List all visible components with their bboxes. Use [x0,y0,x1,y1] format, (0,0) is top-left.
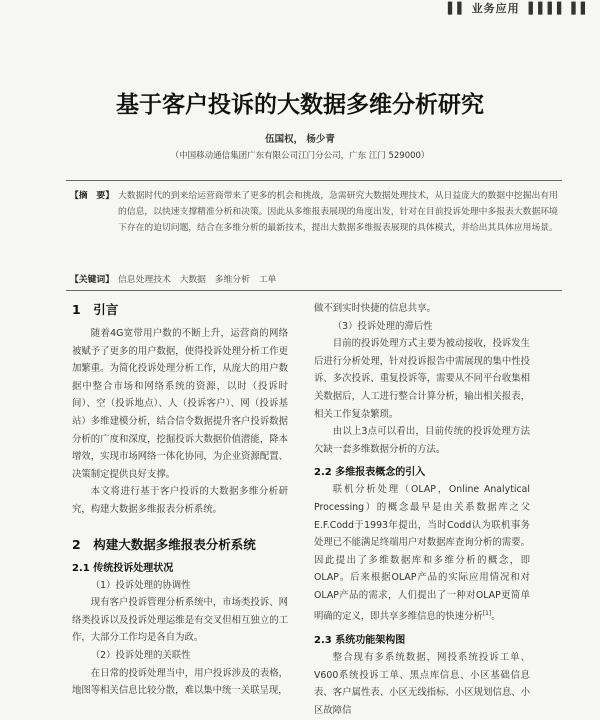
section-1-paragraph-1: 随着4G宽带用户数的不断上升，运营商的网络被赋予了更多的用户数据，使得投诉处理分析工作更加繁重。为简化投诉处理分析工作，从庞大的用户数据中整合市场和网络系统的资源，以时（投诉时间）、空（投诉地点）、人（投诉客户）、网（投诉基站）多维建模分析，结合信令数据提升客户投诉数据分析的广度和深度，挖掘投诉大数据价值潜能，降本增效，实现市场网络一体化协同，为企业资源配置、决策制定提供良好支撑。 [72,328,288,480]
right-column [314,300,530,720]
section-2-3-heading: 2.3 系统功能架构图 [314,635,406,647]
authors: 伍国权， 杨少青 [265,134,335,145]
section-2-1-heading: 2.1 传统投诉处理状况 [72,562,174,574]
left-column [72,300,288,700]
keywords-text: 信息处理技术 大数据 多维分析 工单 [118,275,277,285]
item-1-heading: （1）投诉处理的协调性 [90,579,191,591]
section-2-1-paragraph-1: 现有客户投诉管理分析系统中，市场类投诉、网络类投诉以及投诉处理运维是有交叉但相互独立的工作，大部分工作均是各自为政。 [72,597,288,644]
reference-1: [1] [482,609,492,617]
section-1-heading: 1 引言 [72,302,119,317]
section-1-paragraph-2: 本文将进行基于客户投诉的大数据多维分析研究，构建大数据多维报表分析系统。 [72,486,288,515]
abstract-bottom-rule [66,290,562,291]
abstract-label: 【摘 要】 [70,191,114,201]
item-3-paragraph: 目前的投诉处理方式主要为被动接收，投诉发生后进行分析处理，针对投诉报告中需展现的集中性投诉、多次投诉、重复投诉等，需要从不同平台收集相关数据后，人工进行整合计算分析，输出相关报表，相关工作复杂繁琐。 [314,338,530,420]
section-tag: ▌▌ 业务应用 ▐▐▐▐ ▐▐ [447,2,586,15]
affiliation: （中国移动通信集团广东有限公司江门分公司，广东 江门 529000） [170,151,430,161]
item-3-heading: （3）投诉处理的滞后性 [332,320,433,332]
paper-title: 基于客户投诉的大数据多维分析研究 [116,92,484,118]
olap-text-end: 。 [491,610,501,622]
olap-text: 联机分析处理（OLAP，Online Analytical Processing）的概念最早是由关系数据库之父E.F.Codd于1993年提出，当时Codd认为联机事务处理已不能满足终端用户对数据库查询分析的需要。因此提出了多维数据库和多维分析的概念，即OLAP。后来根据OLAP产品的实际应用情况和对OLAP产品的需求，人们提出了一种对OLAP更简单明确的定义，即共享多维信息的快速分析 [314,484,530,622]
item-2-heading: （2）投诉处理的关联性 [90,649,191,661]
abstract-top-rule [66,180,562,181]
section-2-heading: 2 构建大数据多维报表分析系统 [72,536,256,552]
keywords-label: 【关键词】 [70,275,114,285]
section-2-2-heading: 2.2 多维报表概念的引入 [314,467,426,479]
continued-paragraph: 做不到实时快捷的信息共享。 [314,303,436,314]
abstract [70,188,560,236]
summary-paragraph: 由以上3点可以看出，目前传统的投诉处理方法欠缺一套多维数据分析的方法。 [314,426,530,455]
section-2-1-paragraph-2: 在日常的投诉处理当中，用户投诉涉及的表格，地图等相关信息比较分散，难以集中统一关联呈现， [72,667,288,697]
section-2-3-paragraph: 整合现有多系统数据，网投系统投诉工单、V600系统投诉工单、黑点库信息、小区基础信息表、客户属性表、小区无线指标、小区规划信息、小区故障信 [314,652,530,716]
section-2-2-paragraph [314,481,530,625]
keywords [70,272,560,285]
abstract-text: 大数据时代的到来给运营商带来了更多的机会和挑战，急需研究大数据处理技术，从日益庞大的数据中挖掘出有用的信息，以快速支撑精准分析和决策。因此从多维报表展现的角度出发，针对在目前投诉处理中多报表大数据环境下存在的迫切问题，结合在多维分析的最新技术，提出大数据多维报表展现的具体模式，并给出其具体应用场景。 [118,191,558,233]
